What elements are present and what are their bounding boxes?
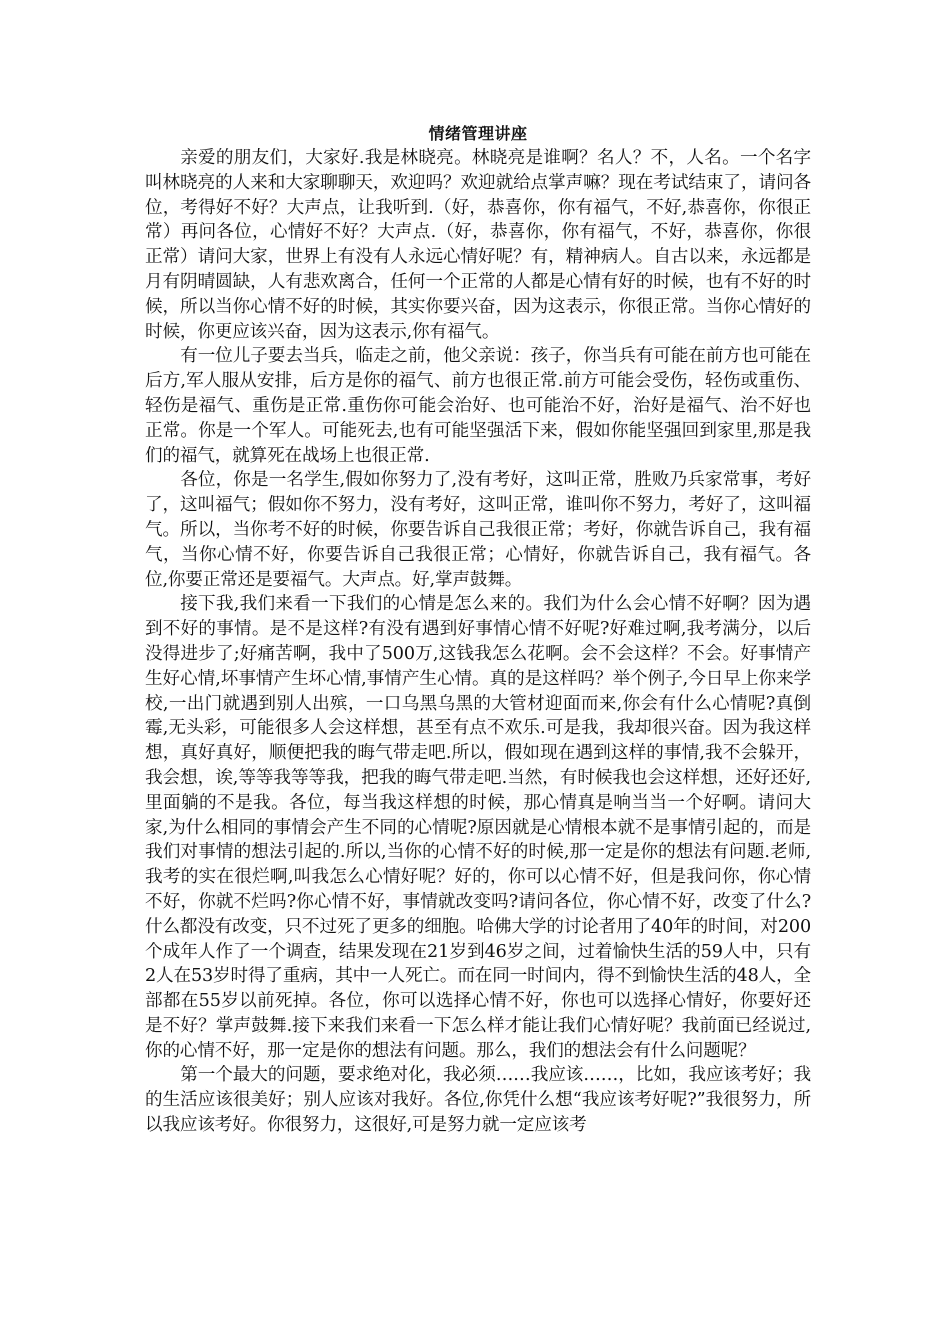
paragraph-5: 第一个最大的问题，要求绝对化，我必须……我应该……，比如，我应该考好；我的生活应该很美好；别人应该对我好。各位,你凭什么想“我应该考好呢?”我很努力，所以我应该考好。你很努力，这很好,可是努力就一定应该考: [145, 1065, 811, 1136]
paragraph-4: 接下我,我们来看一下我们的心情是怎么来的。我们为什么会心情不好啊？因为遇到不好的事情。是不是这样?有没有遇到好事情心情不好呢?好难过啊,我考满分，以后没得进步了;好痛苦啊，我中了500万,这钱我怎么花啊。会不会这样？不会。好事情产生好心情,坏事情产生坏心情,事情产生心情。真的是这样吗？举个例子,今日早上你来学校,一出门就遇到别人出殡，一口乌黑乌黑的大管材迎面而来,你会有什么心情呢?真倒霉,无头彩，可能很多人会这样想，甚至有点不欢乐.可是我，我却很兴奋。因为我这样想，真好真好，顺便把我的晦气带走吧.所以，假如现在遇到这样的事情,我不会躲开，我会想，诶,等等我等等我，把我的晦气带走吧.当然，有时候我也会这样想，还好还好,里面躺的不是我。各位，每当我这样想的时候，那心情真是响当当一个好啊。请问大家,为什么相同的事情会产生不同的心情呢?原因就是心情根本就不是事情引起的，而是我们对事情的想法引起的.所以,当你的心情不好的时候,那一定是你的想法有问题.老师,我考的实在很烂啊,叫我怎么心情好呢？好的，你可以心情不好，但是我问你，你心情不好，你就不烂吗?你心情不好，事情就改变吗?请问各位，你心情不好，改变了什么?什么都没有改变，只不过死了更多的细胞。哈佛大学的讨论者用了40年的时间，对200个成年人作了一个调查，结果发现在21岁到46岁之间，过着愉快生活的59人中，只有2人在53岁时得了重病，其中一人死亡。而在同一时间内，得不到愉快生活的48人，全部都在55岁以前死掉。各位，你可以选择心情不好，你也可以选择心情好，你要好还是不好？掌声鼓舞.接下来我们来看一下怎么样才能让我们心情好呢？我前面已经说过,你的心情不好，那一定是你的想法有问题。那么，我们的想法会有什么问题呢？: [145, 594, 811, 1061]
paragraph-3: 各位，你是一名学生,假如你努力了,没有考好，这叫正常，胜败乃兵家常事，考好了，这叫福气；假如你不努力，没有考好，这叫正常，谁叫你不努力，考好了，这叫福气。所以，当你考不好的时候，你要告诉自己我很正常；考好，你就告诉自己，我有福气，当你心情不好，你要告诉自己我很正常；心情好，你就告诉自己，我有福气。各位,你要正常还是要福气。大声点。好,掌声鼓舞。: [145, 470, 811, 590]
document-page: [145, 124, 811, 1138]
page-title: 情绪管理讲座: [428, 124, 528, 143]
paragraph-1: 亲爱的朋友们，大家好.我是林晓亮。林晓亮是谁啊？名人？不，人名。一个名字叫林晓亮的人来和大家聊聊天，欢迎吗？欢迎就给点掌声嘛？现在考试结束了，请问各位，考得好不好？大声点，让我听到.（好，恭喜你，你有福气，不好,恭喜你，你很正常）再问各位，心情好不好？大声点.（好，恭喜你，你有福气，不好，恭喜你，你很正常）请问大家，世界上有没有人永远心情好呢？有，精神病人。自古以来，永远都是月有阴晴圆缺，人有悲欢离合，任何一个正常的人都是心情有好的时候，也有不好的时候，所以当你心情不好的时候，其实你要兴奋，因为这表示，你很正常。当你心情好的时候，你更应该兴奋，因为这表示,你有福气。: [145, 148, 811, 342]
paragraph-2: 有一位儿子要去当兵，临走之前，他父亲说：孩子，你当兵有可能在前方也可能在后方,军人服从安排，后方是你的福气、前方也很正常.前方可能会受伤，轻伤或重伤、轻伤是福气、重伤是正常.重伤你可能会治好、也可能治不好，治好是福气、治不好也正常。你是一个军人。可能死去,也有可能坚强活下来，假如你能坚强回到家里,那是我们的福气，就算死在战场上也很正常.: [145, 346, 811, 466]
